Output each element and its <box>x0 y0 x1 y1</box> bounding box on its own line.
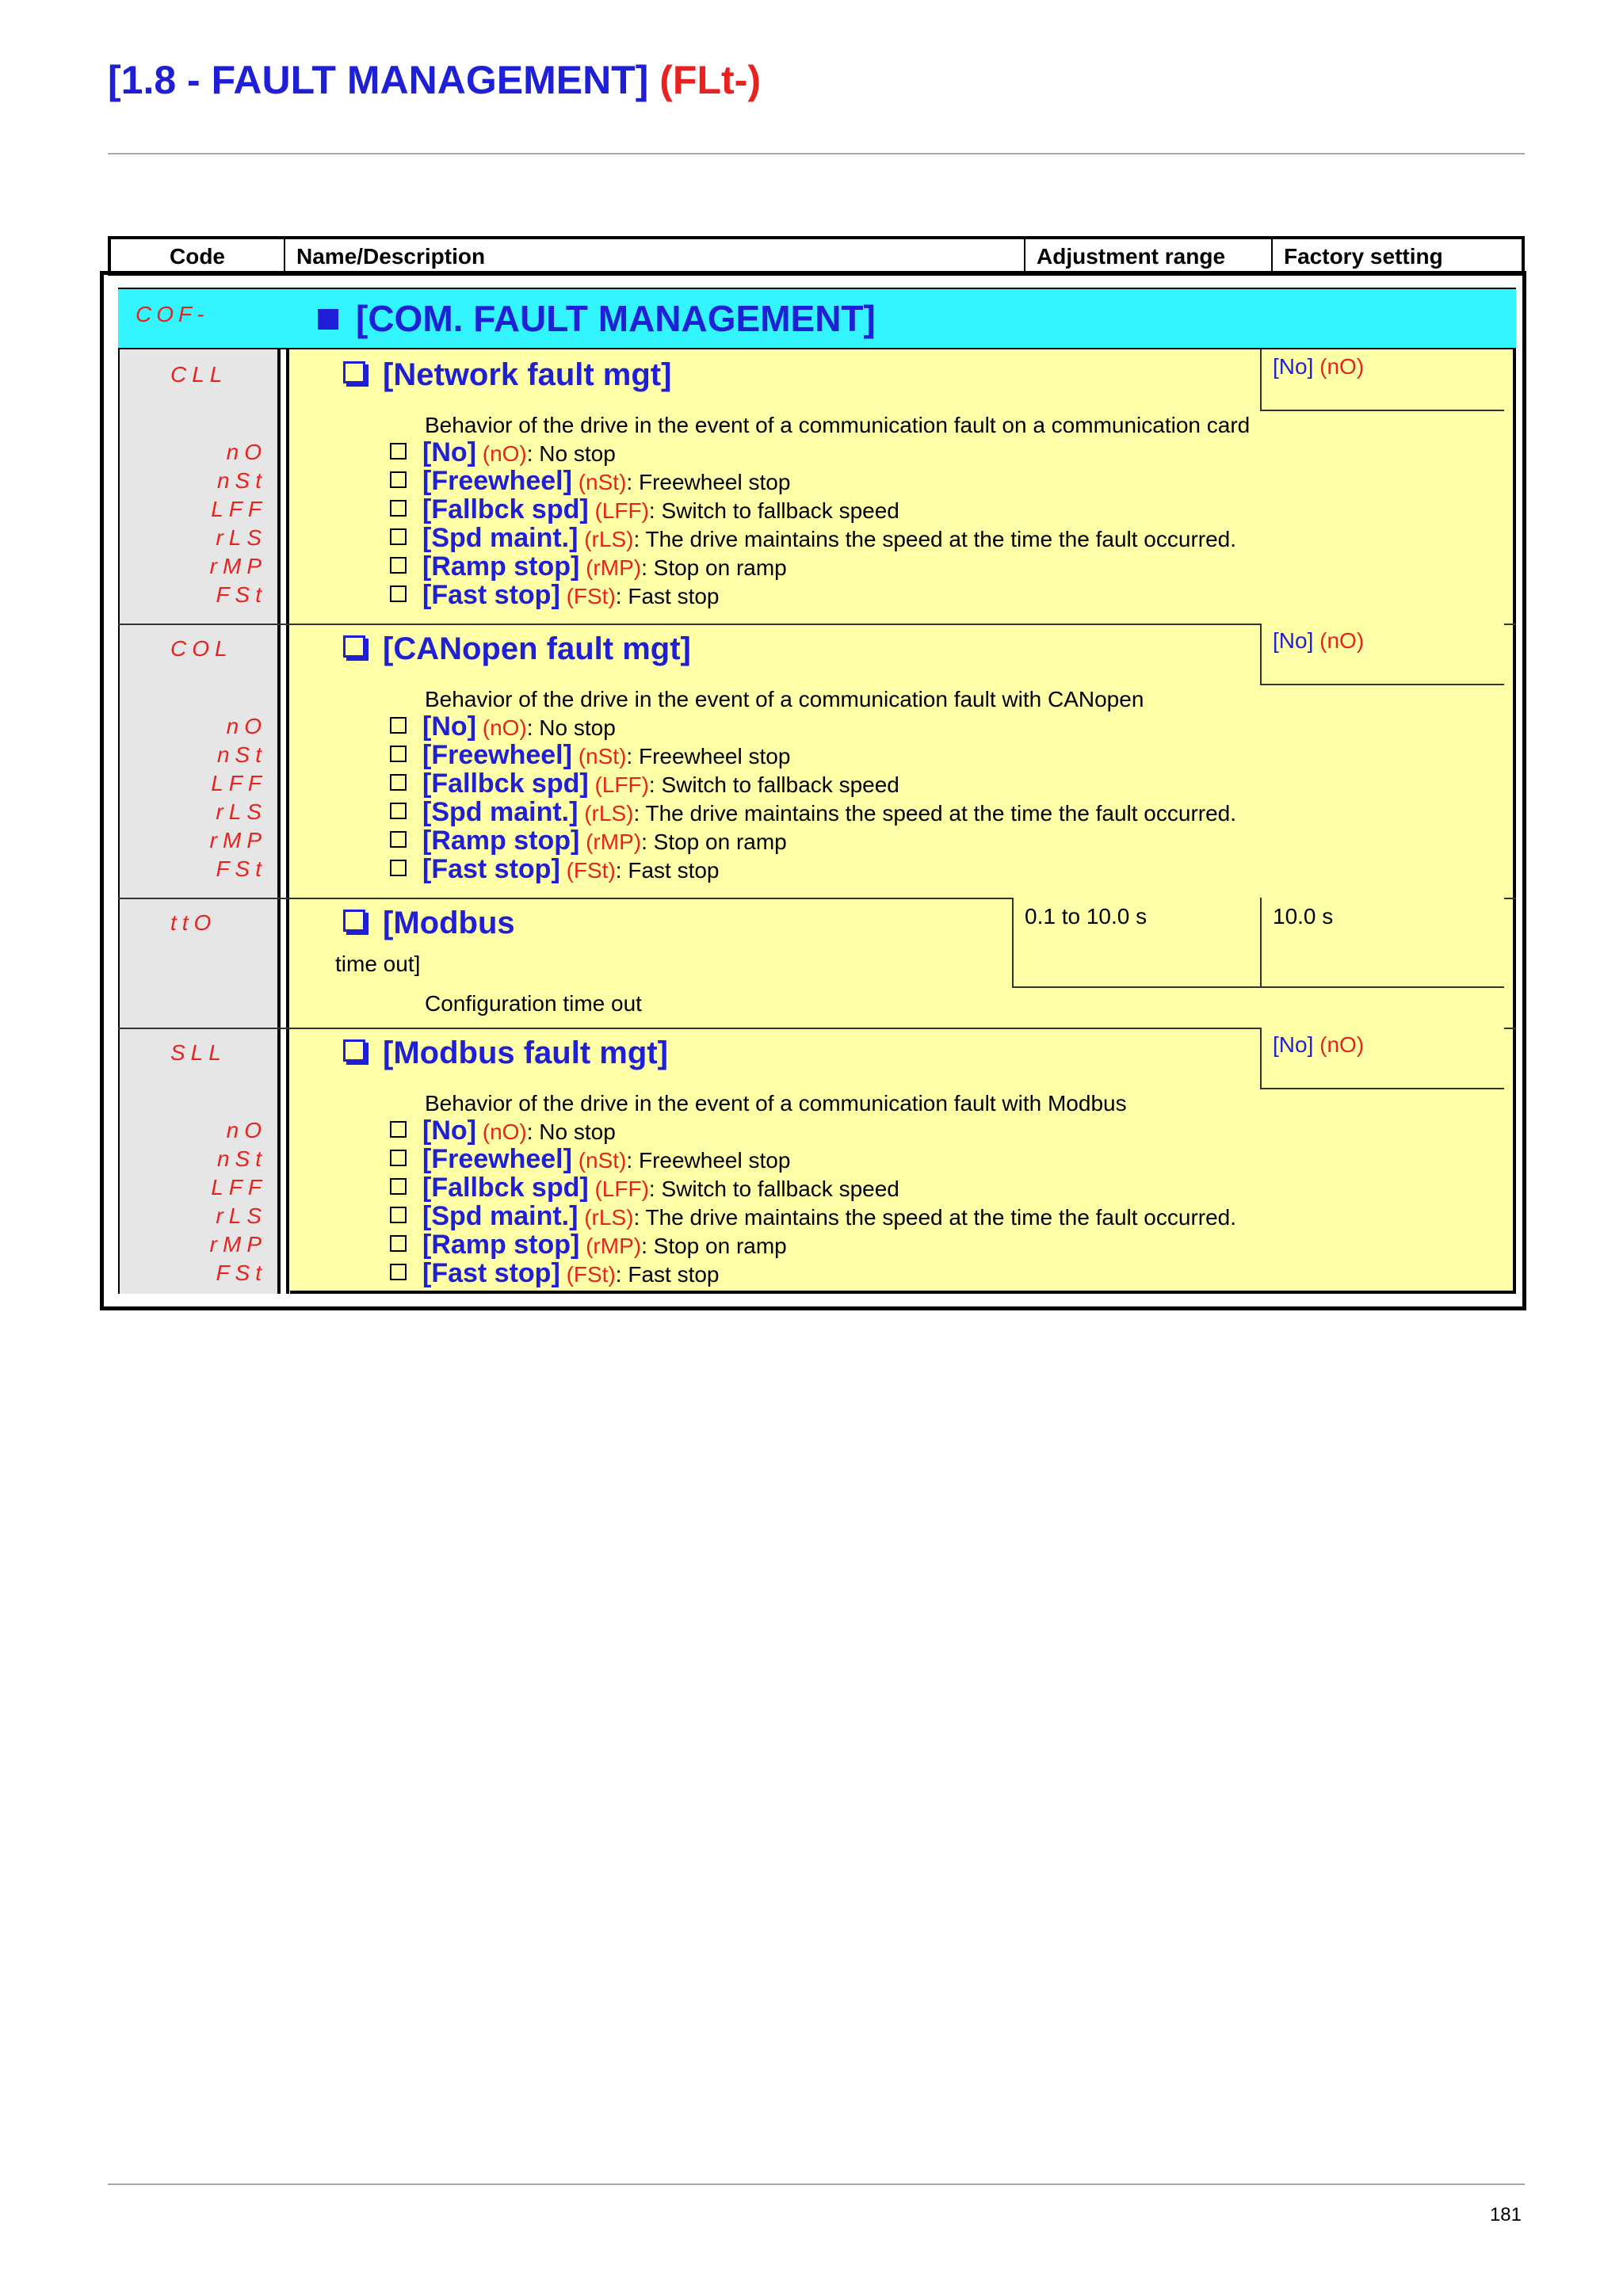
option-code: FSt <box>216 856 267 881</box>
parameter-code: CLL <box>170 362 228 387</box>
option-code: nO <box>226 440 267 464</box>
option-text: : Fast stop <box>615 858 720 883</box>
option-code: nO <box>226 714 267 738</box>
option-paren-code: (rMP) <box>586 1234 642 1258</box>
option-label: [Fast stop] <box>422 580 560 610</box>
option-item <box>390 1116 616 1146</box>
option-text: : Fast stop <box>615 1262 720 1287</box>
parameter-table <box>100 271 1526 1310</box>
option-label: [No] <box>422 711 476 742</box>
option-code: rLS <box>216 1203 267 1228</box>
option-code: LFF <box>211 497 267 521</box>
footer-rule <box>108 2183 1525 2185</box>
option-label: [No] <box>422 437 476 467</box>
factory-setting-cell <box>1260 349 1504 411</box>
parameter-code: COL <box>170 636 233 661</box>
option-text: : The drive maintains the speed at the time the fault occurred. <box>633 1205 1237 1230</box>
parameter-description: Configuration time out <box>425 991 642 1016</box>
parameter-title-text: [CANopen fault mgt] <box>383 631 691 666</box>
option-label: [Spd maint.] <box>422 797 579 827</box>
option-text: : Fast stop <box>615 584 720 608</box>
option-text: : Freewheel stop <box>626 470 791 494</box>
parameter-code: SLL <box>170 1040 227 1065</box>
factory-code: (nO) <box>1319 1032 1365 1057</box>
title-code: (FLt-) <box>659 58 761 102</box>
option-label: [Ramp stop] <box>422 826 580 856</box>
checkbox-icon <box>343 361 365 383</box>
column-divider <box>286 288 289 1294</box>
empty-square-icon <box>390 443 407 460</box>
option-item <box>390 798 1236 828</box>
option-label: [Fallbck spd] <box>422 1173 589 1203</box>
option-paren-code: (rMP) <box>586 555 642 580</box>
factory-code: (nO) <box>1319 628 1365 653</box>
option-code: FSt <box>216 582 267 607</box>
option-item <box>390 1230 787 1261</box>
option-paren-code: (rMP) <box>586 830 642 854</box>
parameter-title-text: [Modbus <box>383 906 515 940</box>
adjustment-range: 0.1 to 10.0 s <box>1025 904 1148 929</box>
option-item <box>390 524 1236 554</box>
option-text: : No stop <box>526 1119 616 1144</box>
option-label: [No] <box>422 1116 476 1146</box>
empty-square-icon <box>390 831 407 848</box>
option-code: rMP <box>209 1232 267 1257</box>
title-prefix: [1.8 - FAULT MANAGEMENT] <box>108 58 649 102</box>
menu-code: COF- <box>136 302 209 326</box>
checkbox-icon <box>343 635 365 658</box>
option-paren-code: (rLS) <box>584 527 634 551</box>
option-code: rLS <box>216 799 267 824</box>
option-code: nO <box>226 1118 267 1142</box>
option-code: rMP <box>209 554 267 578</box>
option-item <box>390 1202 1236 1232</box>
factory-setting-cell <box>1260 1028 1504 1089</box>
option-code: nSt <box>216 1146 267 1171</box>
header-range: Adjustment range <box>1025 239 1273 274</box>
option-label: [Spd maint.] <box>422 1201 579 1231</box>
option-text: : Freewheel stop <box>626 1148 791 1173</box>
factory-setting-cell <box>1260 624 1504 685</box>
option-paren-code: (nSt) <box>578 470 627 494</box>
parameter-title <box>343 906 515 941</box>
option-text: : Switch to fallback speed <box>648 1177 899 1201</box>
parameter-description: Behavior of the drive in the event of a communication fault with Modbus <box>425 1091 1127 1116</box>
empty-square-icon <box>390 1150 407 1166</box>
empty-square-icon <box>390 746 407 762</box>
empty-square-icon <box>390 1178 407 1195</box>
option-text: : Freewheel stop <box>626 744 791 769</box>
factory-code: (nO) <box>1319 354 1365 379</box>
parameter-title-continued: time out] <box>335 952 421 976</box>
option-paren-code: (nO) <box>482 441 527 466</box>
menu-title <box>318 297 876 340</box>
option-item <box>390 1173 899 1203</box>
option-label: [Ramp stop] <box>422 551 580 582</box>
empty-square-icon <box>390 1235 407 1252</box>
option-text: : No stop <box>526 715 616 740</box>
factory-label: [No] <box>1273 354 1314 379</box>
option-paren-code: (FSt) <box>566 858 616 883</box>
range-and-factory-cell <box>1012 898 1504 988</box>
option-label: [Freewheel] <box>422 740 572 770</box>
option-label: [Ramp stop] <box>422 1230 580 1260</box>
header-rule <box>108 153 1525 154</box>
option-paren-code: (LFF) <box>594 1177 649 1201</box>
option-item <box>390 438 616 468</box>
empty-square-icon <box>390 1207 407 1223</box>
option-text: : The drive maintains the speed at the time the fault occurred. <box>633 527 1237 551</box>
empty-square-icon <box>390 1264 407 1280</box>
option-paren-code: (nO) <box>482 715 527 740</box>
page-title <box>108 57 761 103</box>
empty-square-icon <box>390 774 407 791</box>
option-label: [Fallbck spd] <box>422 494 589 524</box>
table-header <box>108 236 1525 276</box>
factory-setting: 10.0 s <box>1273 904 1334 929</box>
empty-square-icon <box>390 860 407 876</box>
option-text: : Stop on ramp <box>641 1234 787 1258</box>
empty-square-icon <box>390 1121 407 1138</box>
parameter-title-text: [Modbus fault mgt] <box>383 1035 668 1070</box>
parameter-code: ttO <box>170 910 217 935</box>
option-code: nSt <box>216 742 267 767</box>
parameter-description: Behavior of the drive in the event of a communication fault on a communication card <box>425 413 1251 437</box>
option-label: [Spd maint.] <box>422 523 579 553</box>
option-text: : Stop on ramp <box>641 555 787 580</box>
option-item <box>390 855 720 885</box>
option-paren-code: (nSt) <box>578 1148 627 1173</box>
option-item <box>390 769 899 799</box>
option-paren-code: (LFF) <box>594 772 649 797</box>
option-paren-code: (nO) <box>482 1119 527 1144</box>
option-text: : Switch to fallback speed <box>648 772 899 797</box>
option-label: [Fast stop] <box>422 854 560 884</box>
option-code: rMP <box>209 828 267 852</box>
parameter-title <box>343 631 691 667</box>
column-divider <box>277 288 281 1294</box>
parameter-title-text: [Network fault mgt] <box>383 357 672 392</box>
option-paren-code: (nSt) <box>578 744 627 769</box>
option-text: : No stop <box>526 441 616 466</box>
page-number: 181 <box>1489 2204 1522 2225</box>
option-paren-code: (LFF) <box>594 498 649 523</box>
checkbox-icon <box>343 910 365 932</box>
option-paren-code: (rLS) <box>584 801 634 826</box>
empty-square-icon <box>390 528 407 545</box>
option-label: [Fast stop] <box>422 1258 560 1288</box>
option-item <box>390 1259 720 1289</box>
option-paren-code: (FSt) <box>566 1262 616 1287</box>
option-label: [Freewheel] <box>422 1144 572 1174</box>
empty-square-icon <box>390 717 407 734</box>
option-text: : Switch to fallback speed <box>648 498 899 523</box>
option-item <box>390 1145 790 1175</box>
option-text: : Stop on ramp <box>641 830 787 854</box>
empty-square-icon <box>390 557 407 574</box>
empty-square-icon <box>390 803 407 819</box>
factory-setting <box>1273 1032 1364 1058</box>
parameter-title <box>343 357 671 393</box>
option-code: rLS <box>216 525 267 550</box>
cell-divider <box>1260 898 1262 986</box>
header-code: Code <box>111 239 285 274</box>
option-label: [Freewheel] <box>422 466 572 496</box>
option-code: LFF <box>211 1175 267 1199</box>
header-factory: Factory setting <box>1284 244 1443 269</box>
option-item <box>390 826 787 856</box>
factory-setting <box>1273 628 1364 654</box>
empty-square-icon <box>390 471 407 488</box>
checkbox-icon <box>343 1039 365 1062</box>
menu-row <box>118 288 1516 349</box>
empty-square-icon <box>390 585 407 602</box>
filled-square-icon <box>318 309 338 330</box>
factory-label: [No] <box>1273 628 1314 653</box>
option-code: FSt <box>216 1261 267 1285</box>
option-item <box>390 467 790 497</box>
option-item <box>390 495 899 525</box>
option-text: : The drive maintains the speed at the time the fault occurred. <box>633 801 1237 826</box>
factory-setting <box>1273 354 1364 379</box>
option-item <box>390 581 720 611</box>
parameter-description: Behavior of the drive in the event of a communication fault with CANopen <box>425 687 1144 711</box>
option-code: nSt <box>216 468 267 493</box>
option-label: [Fallbck spd] <box>422 769 589 799</box>
option-code: LFF <box>211 771 267 795</box>
option-paren-code: (rLS) <box>584 1205 634 1230</box>
option-item <box>390 741 790 771</box>
factory-label: [No] <box>1273 1032 1314 1057</box>
parameter-title <box>343 1035 668 1071</box>
menu-title-text: [COM. FAULT MANAGEMENT] <box>356 298 876 339</box>
option-item <box>390 712 616 742</box>
option-paren-code: (FSt) <box>566 584 616 608</box>
empty-square-icon <box>390 500 407 517</box>
header-name: Name/Description <box>285 239 1025 274</box>
option-item <box>390 552 787 582</box>
